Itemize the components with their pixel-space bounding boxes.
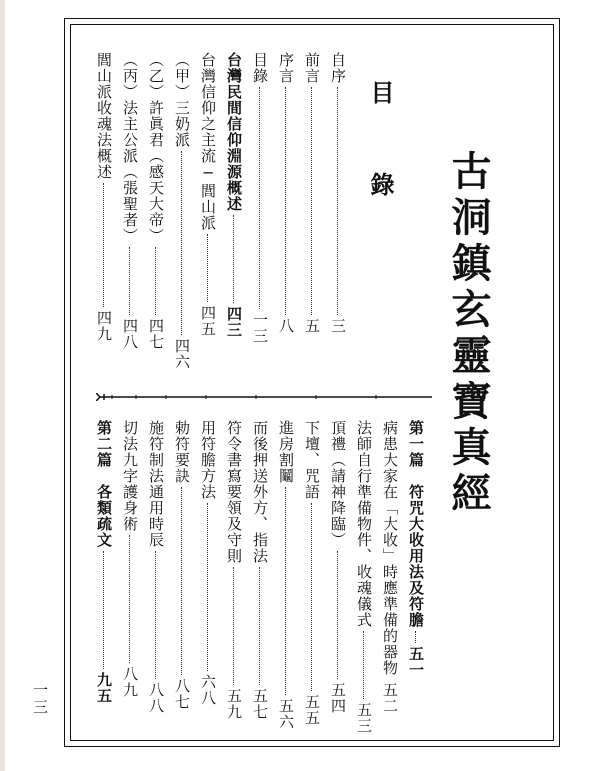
toc-entry-page: 四五 <box>199 305 217 337</box>
toc-entry[interactable] <box>278 420 293 730</box>
dot-leader <box>207 503 210 671</box>
toc-entry-page: 四八 <box>121 318 139 350</box>
toc-entry-title: 第一篇 符咒大收用法及符膽 <box>407 420 425 628</box>
toc-entry-page: 五五 <box>303 694 321 726</box>
toc-entry-page: 五四 <box>329 682 347 714</box>
dot-leader <box>285 487 288 695</box>
dot-leader <box>103 183 106 307</box>
contents-heading-2: 錄 <box>366 172 395 196</box>
book-title: 古洞鎮玄靈寶真經 <box>445 150 492 518</box>
toc-entry-page: 四六 <box>173 338 191 370</box>
dot-leader <box>103 551 106 669</box>
dot-leader <box>181 151 184 335</box>
toc-entry-page: 四三 <box>225 306 243 338</box>
toc-entry-page: 八 <box>277 318 295 334</box>
toc-entry-title: 進房割鬮 <box>277 420 295 484</box>
dot-leader <box>155 247 158 315</box>
dot-leader <box>181 487 184 675</box>
toc-entry-title: （甲）三奶派 <box>173 52 191 148</box>
toc-entry-title: 下壇、咒語 <box>303 420 321 500</box>
page-number: 一三 <box>31 682 49 716</box>
toc-entry-page: 五 <box>303 318 321 334</box>
dot-leader <box>415 631 418 643</box>
toc-entry-page: 四九 <box>95 310 113 342</box>
dot-leader <box>285 87 288 315</box>
toc-entry-title: 頂禮（請神降臨） <box>329 420 347 548</box>
toc-entry[interactable] <box>174 52 189 370</box>
toc-entry[interactable] <box>174 420 189 710</box>
toc-entry-title: 而後押送外方、指法 <box>251 420 269 564</box>
toc-entry-page: 五七 <box>251 688 269 720</box>
toc-entry-page: 五一 <box>407 646 425 678</box>
toc-entry[interactable] <box>148 52 163 350</box>
toc-entry-title: 法師自行準備物件、收魂儀式 <box>355 420 373 628</box>
toc-entry-page: 五九 <box>225 688 243 720</box>
toc-entry-title: 台灣民間信仰淵源概述 <box>225 52 243 212</box>
toc-entry-page: 八八 <box>147 682 165 714</box>
dot-leader <box>233 215 236 303</box>
toc-entry[interactable] <box>226 52 241 338</box>
toc-entry[interactable] <box>304 420 319 726</box>
toc-entry[interactable] <box>304 52 319 334</box>
toc-entry-title: 切法九字護身術 <box>121 420 139 532</box>
dot-leader <box>259 567 262 685</box>
toc-entry[interactable] <box>330 52 345 374</box>
toc-entry-title: 第二篇 各類疏文 <box>95 420 113 548</box>
toc-entry-title: 勅符要訣 <box>173 420 191 484</box>
toc-entry-page: 五二 <box>381 682 399 714</box>
page-edge <box>0 0 5 771</box>
toc-entry-page: 三 <box>329 318 347 334</box>
toc-entry-title: 目錄 <box>251 52 269 84</box>
toc-entry-page: 八七 <box>173 678 191 710</box>
dot-leader <box>129 247 132 315</box>
contents-heading-1: 目 <box>366 80 395 104</box>
toc-entry[interactable] <box>226 420 241 720</box>
toc-entry-title: （丙）法主公派（張聖者） <box>121 52 139 244</box>
toc-entry-page: 五六 <box>277 698 295 730</box>
dot-leader <box>207 234 210 302</box>
toc-entry[interactable] <box>200 420 215 706</box>
toc-entry-page: 一三 <box>251 312 269 344</box>
toc-entry-title: 用符膽方法 <box>199 420 217 500</box>
toc-entry[interactable] <box>200 52 215 337</box>
section-divider <box>96 393 432 401</box>
toc-entry-page: 八九 <box>121 666 139 698</box>
toc-entry[interactable] <box>96 52 111 342</box>
toc-entry[interactable] <box>408 420 423 678</box>
toc-entry-title: 閭山派收魂法概述 <box>95 52 113 180</box>
toc-entry[interactable] <box>356 420 371 734</box>
toc-entry-title: 病患大家在「大收」時應準備的器物 <box>381 420 399 676</box>
toc-entry[interactable] <box>148 420 163 714</box>
toc-entry[interactable] <box>252 420 267 720</box>
toc-entry[interactable] <box>122 420 137 698</box>
toc-entry-page: 九五 <box>95 672 113 704</box>
toc-entry-page: 五三 <box>355 702 373 734</box>
toc-entry-title: 符令書寫要領及守則 <box>225 420 243 564</box>
toc-entry-title: 施符制法通用時辰 <box>147 420 165 548</box>
dot-leader <box>363 631 366 699</box>
toc-entry-page: 四七 <box>147 318 165 350</box>
toc-entry[interactable] <box>330 420 345 714</box>
dot-leader <box>311 87 314 315</box>
toc-entry-title: 自序 <box>329 52 347 84</box>
dot-leader <box>129 535 132 663</box>
dot-leader <box>259 87 262 309</box>
toc-entry[interactable] <box>278 52 293 334</box>
toc-entry-title: 序言 <box>277 52 295 84</box>
dot-leader <box>311 503 314 691</box>
toc-entry-title: （乙）許眞君（感天大帝） <box>147 52 165 244</box>
toc-entry[interactable] <box>382 420 397 714</box>
toc-entry[interactable] <box>252 52 267 344</box>
dot-leader <box>337 551 340 679</box>
dot-leader <box>233 567 236 685</box>
dot-leader <box>337 87 340 315</box>
dot-leader <box>155 551 158 679</box>
toc-entry-title: 前言 <box>303 52 321 84</box>
toc-entry-title: 台灣信仰之主流─閭山派 <box>199 52 217 231</box>
toc-entry[interactable] <box>96 420 111 704</box>
toc-entry-page: 六八 <box>199 674 217 706</box>
toc-entry[interactable] <box>122 52 137 350</box>
